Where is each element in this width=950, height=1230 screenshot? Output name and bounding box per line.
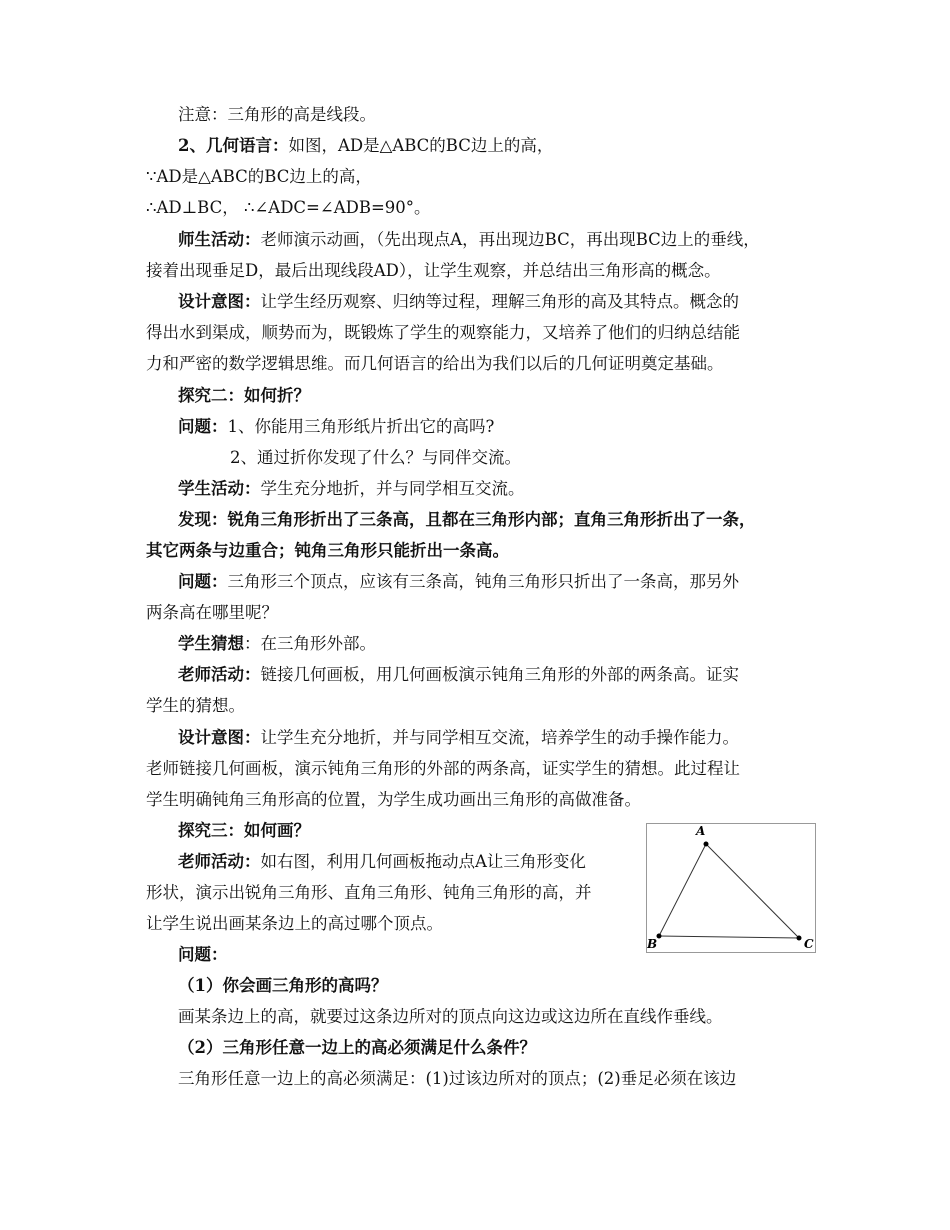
triangle-diagram: [647, 824, 815, 952]
body-text: ：在三角形外部。: [244, 634, 376, 653]
bold-text: 发现：锐角三角形折出了三条高，且都在三角形内部；直角三角形折出了一条，: [178, 510, 756, 529]
point-c[interactable]: [797, 936, 802, 941]
text-line: [146, 694, 245, 718]
bold-text: 学生活动：: [178, 479, 261, 498]
body-text: 2、通过折你发现了什么？与同伴交流。: [230, 448, 521, 467]
side-bc: [659, 936, 799, 938]
text-line: [178, 384, 310, 408]
point-b[interactable]: [657, 934, 662, 939]
body-text: 形状，演示出锐角三角形、直角三角形、钝角三角形的高，并: [146, 883, 592, 902]
body-text: 让学生说出画某条边上的高过哪个顶点。: [146, 914, 443, 933]
body-text: 老师链接几何画板，演示钝角三角形的外部的两条高，证实学生的猜想。此过程让: [146, 759, 740, 778]
text-line: [178, 819, 310, 843]
text-line: [178, 290, 739, 314]
bold-text: 老师活动：: [178, 665, 261, 684]
text-line: [230, 446, 521, 470]
bold-text: 其它两条与边重合；钝角三角形只能折出一条高。: [146, 541, 509, 560]
text-line: [178, 850, 586, 874]
text-line: [146, 912, 443, 936]
text-line: [178, 103, 376, 127]
bold-text: 老师活动：: [178, 852, 261, 871]
body-text: 学生充分地折，并与同学相互交流。: [260, 479, 525, 498]
body-text: 画某条边上的高，就要过这条边所对的顶点向这边或这边所在直线作垂线。: [178, 1007, 723, 1026]
body-text: 如右图，利用几何画板拖动点A让三角形变化: [260, 852, 586, 871]
body-text: 得出水到渠成，顺势而为，既锻炼了学生的观察能力，又培养了他们的归纳总结能: [146, 323, 740, 342]
body-text: 让学生充分地折，并与同学相互交流，培养学生的动手操作能力。: [260, 728, 739, 747]
text-line: [146, 601, 278, 625]
text-line: [146, 165, 372, 189]
body-text: ∵AD是△ABC的BC边上的高，: [146, 167, 372, 186]
body-text: 力和严密的数学逻辑思维。而几何语言的给出为我们以后的几何证明奠定基础。: [146, 354, 724, 373]
bold-text: 2、几何语言：: [178, 136, 289, 155]
side-ab: [659, 844, 706, 936]
text-line: [146, 352, 724, 376]
text-line: [178, 726, 739, 750]
bold-text: 问题：: [178, 945, 228, 964]
triangle-figure: [646, 823, 816, 953]
body-text: 1、你能用三角形纸片折出它的高吗?: [227, 417, 495, 436]
text-line: [178, 570, 739, 594]
text-line: [146, 321, 740, 345]
text-line: [178, 415, 494, 439]
text-line: [178, 1036, 536, 1060]
body-text: 链接几何画板，用几何画板演示钝角三角形的外部的两条高。证实: [260, 665, 739, 684]
body-text: 如图，AD是△ABC的BC边上的高，: [288, 136, 554, 155]
bold-text: （1）你会画三角形的高吗？: [178, 976, 388, 995]
body-text: 学生明确钝角三角形高的位置，为学生成功画出三角形的高做准备。: [146, 790, 641, 809]
text-line: [178, 663, 739, 687]
text-line: [146, 259, 721, 283]
text-line: [146, 757, 740, 781]
body-text: 学生的猜想。: [146, 696, 245, 715]
body-text: 老师演示动画，（先出现点A，再出现边BC，再出现BC边上的垂线，: [260, 230, 760, 249]
bold-text: 设计意图：: [178, 292, 261, 311]
text-line: [178, 943, 228, 967]
text-line: [146, 788, 641, 812]
body-text: 接着出现垂足D，最后出现线段AD），让学生观察，并总结出三角形高的概念。: [146, 261, 721, 280]
bold-text: 学生猜想: [178, 634, 244, 653]
text-line: [178, 1067, 736, 1091]
text-line: [146, 539, 509, 563]
body-text: 两条高在哪里呢？: [146, 603, 278, 622]
side-ac: [706, 844, 799, 938]
body-text: 让学生经历观察、归纳等过程，理解三角形的高及其特点。概念的: [260, 292, 739, 311]
text-line: [178, 1005, 723, 1029]
label-a: A: [696, 824, 706, 838]
body-text: 注意：三角形的高是线段。: [178, 105, 376, 124]
text-line: [178, 974, 387, 998]
bold-text: 问题：: [178, 417, 228, 436]
bold-text: 问题：: [178, 572, 228, 591]
body-text: 三角形三个顶点，应该有三条高，钝角三角形只折出了一条高，那另外: [227, 572, 739, 591]
bold-text: 探究二：如何折？: [178, 386, 310, 405]
text-line: [178, 228, 760, 252]
body-text: 三角形任意一边上的高必须满足：(1)过该边所对的顶点；(2)垂足必须在该边: [178, 1069, 737, 1088]
text-line: [178, 632, 376, 656]
text-line: [178, 477, 525, 501]
text-line: [146, 881, 592, 905]
point-a[interactable]: [704, 842, 709, 847]
label-c: C: [804, 937, 814, 951]
bold-text: 设计意图：: [178, 728, 261, 747]
bold-text: 探究三：如何画？: [178, 821, 310, 840]
text-line: [178, 134, 553, 158]
text-line: [146, 196, 431, 220]
body-text: ∴AD⊥BC， ∴∠ADC=∠ADB=90°。: [146, 198, 431, 217]
text-line: [178, 508, 756, 532]
bold-text: （2）三角形任意一边上的高必须满足什么条件？: [178, 1038, 536, 1057]
label-b: B: [647, 937, 658, 951]
bold-text: 师生活动：: [178, 230, 261, 249]
